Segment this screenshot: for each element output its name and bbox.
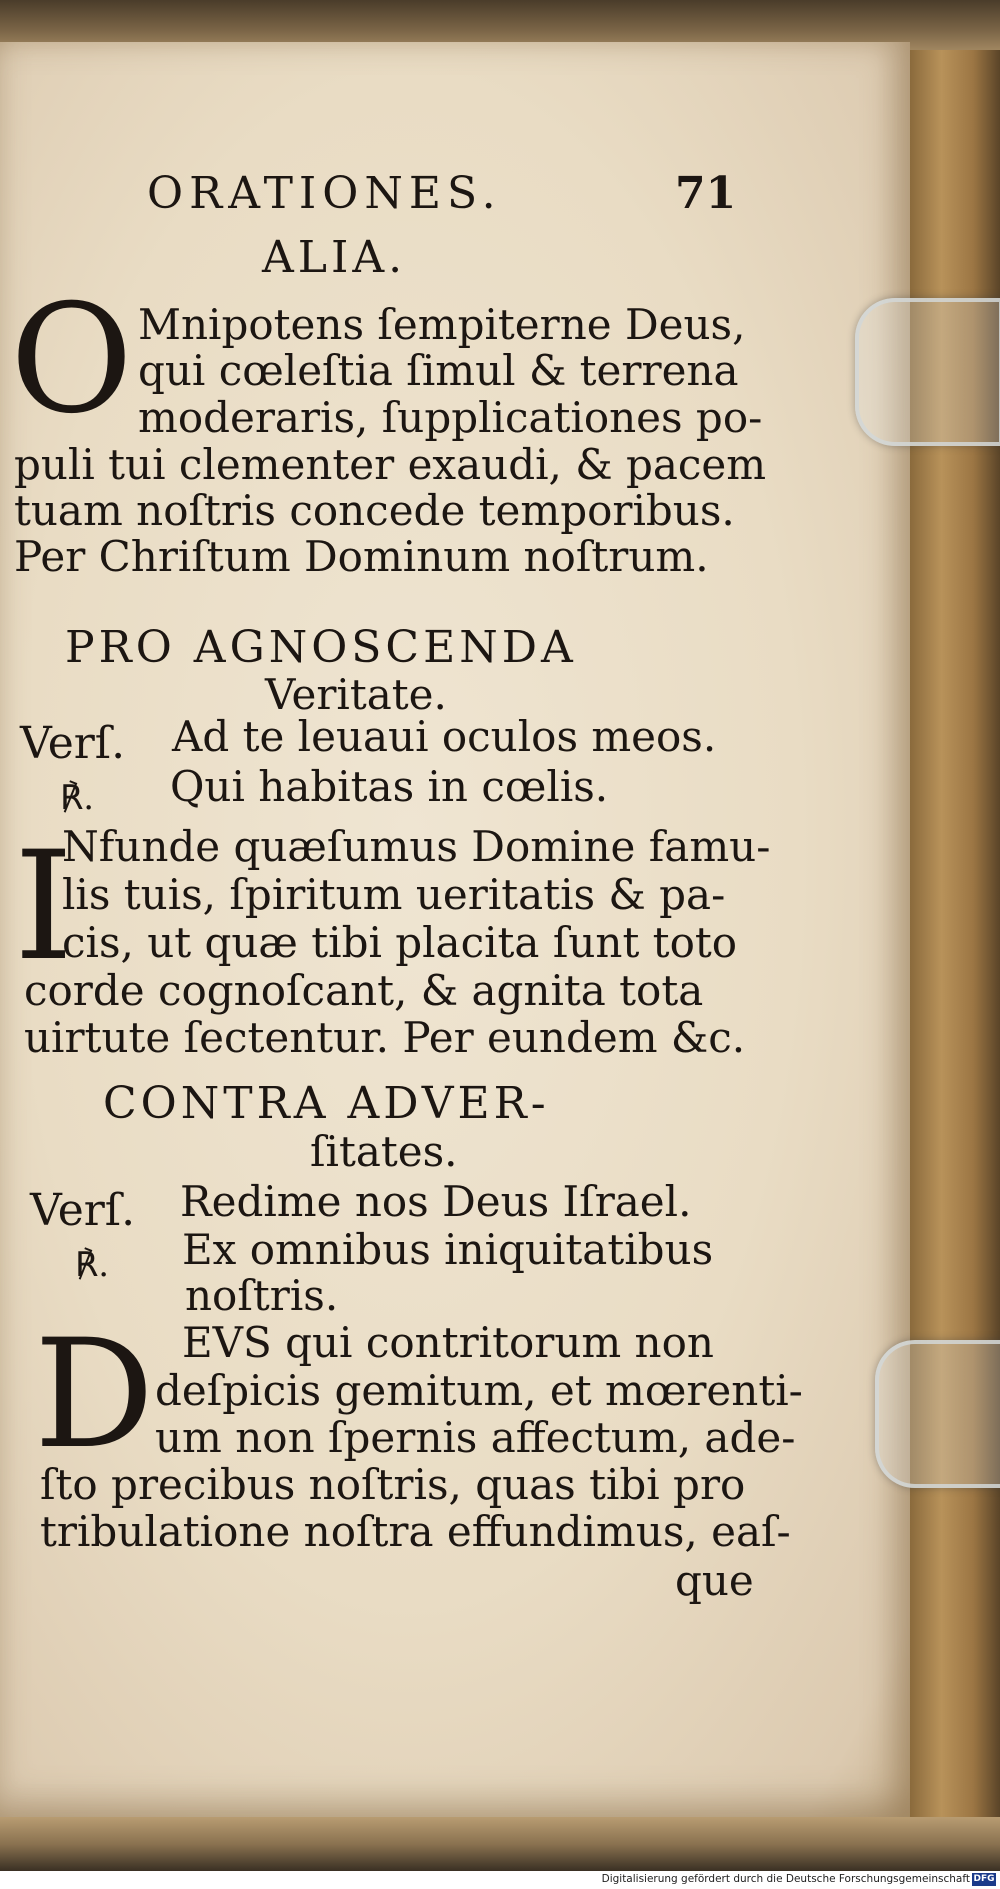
dfg-logo: DFG	[973, 1874, 995, 1884]
veritate-line-5: uirtute ſectentur. Per eundem &c.	[24, 1013, 746, 1062]
section-subheading-adversitates: ſitates.	[310, 1127, 458, 1176]
veritate-line-4: corde cognoſcant, & agnita tota	[24, 966, 704, 1015]
section-heading-veritate: PRO AGNOSCENDA	[65, 622, 577, 673]
adversitates-line-4: ſto precibus noſtris, quas tibi pro	[40, 1460, 746, 1509]
book-clasp-bottom	[875, 1340, 1000, 1488]
versicle-label: Verſ.	[20, 718, 126, 769]
adversitates-line-5: tribulatione noſtra effundimus, eaſ-	[40, 1507, 791, 1556]
page-number: 71	[675, 168, 737, 219]
alia-line-2: qui cœleſtia ſimul & terrena	[138, 346, 739, 395]
page-bottom-edge	[0, 1817, 1000, 1871]
alia-line-1: Mnipotens ſempiterne Deus,	[138, 300, 746, 349]
alia-line-3: moderaris, ſupplicationes po-	[138, 393, 763, 442]
adversitates-line-3: um non ſpernis affectum, ade-	[155, 1413, 796, 1462]
book-binding	[910, 0, 1000, 1860]
versicle-text: Ad te leuaui oculos meos.	[172, 712, 717, 761]
alia-line-4: puli tui clementer exaudi, & pacem	[14, 440, 767, 489]
response-text-2b: noſtris.	[185, 1271, 339, 1320]
response-text: Qui habitas in cœlis.	[170, 762, 609, 811]
section-heading-adversitates: CONTRA ADVER-	[103, 1078, 550, 1129]
versicle-label-2: Verſ.	[30, 1185, 136, 1236]
response-symbol-2: ℟.	[75, 1245, 110, 1285]
section-subheading-veritate: Veritate.	[265, 670, 447, 719]
response-symbol: ℟.	[60, 778, 95, 818]
initial-letter-i: I	[14, 820, 74, 994]
initial-letter-d: D	[34, 1308, 155, 1482]
book-clasp-top	[855, 298, 1000, 446]
veritate-line-3: cis, ut quæ tibi placita ſunt toto	[62, 918, 738, 967]
catchword: que	[675, 1556, 754, 1605]
veritate-line-2: lis tuis, ſpiritum ueritatis & pa-	[62, 870, 726, 919]
running-title: ORATIONES.	[147, 168, 502, 219]
alia-line-6: Per Chriſtum Dominum noſtrum.	[14, 532, 709, 581]
versicle-text-2: Redime nos Deus Iſrael.	[180, 1177, 692, 1226]
veritate-line-1: Nfunde quæſumus Domine famu-	[62, 822, 771, 871]
initial-letter-o: O	[10, 273, 133, 447]
alia-line-5: tuam noſtris concede temporibus.	[14, 486, 735, 535]
adversitates-line-2: deſpicis gemitum, et mœrenti-	[155, 1366, 803, 1415]
response-text-2a: Ex omnibus iniquitatibus	[182, 1225, 714, 1274]
footer-credit-text: Digitalisierung gefördert durch die Deutsche Forschungsgemeinschaft	[601, 1873, 970, 1885]
section-heading-alia: ALIA.	[262, 232, 407, 283]
adversitates-line-1: EVS qui contritorum non	[182, 1318, 714, 1367]
